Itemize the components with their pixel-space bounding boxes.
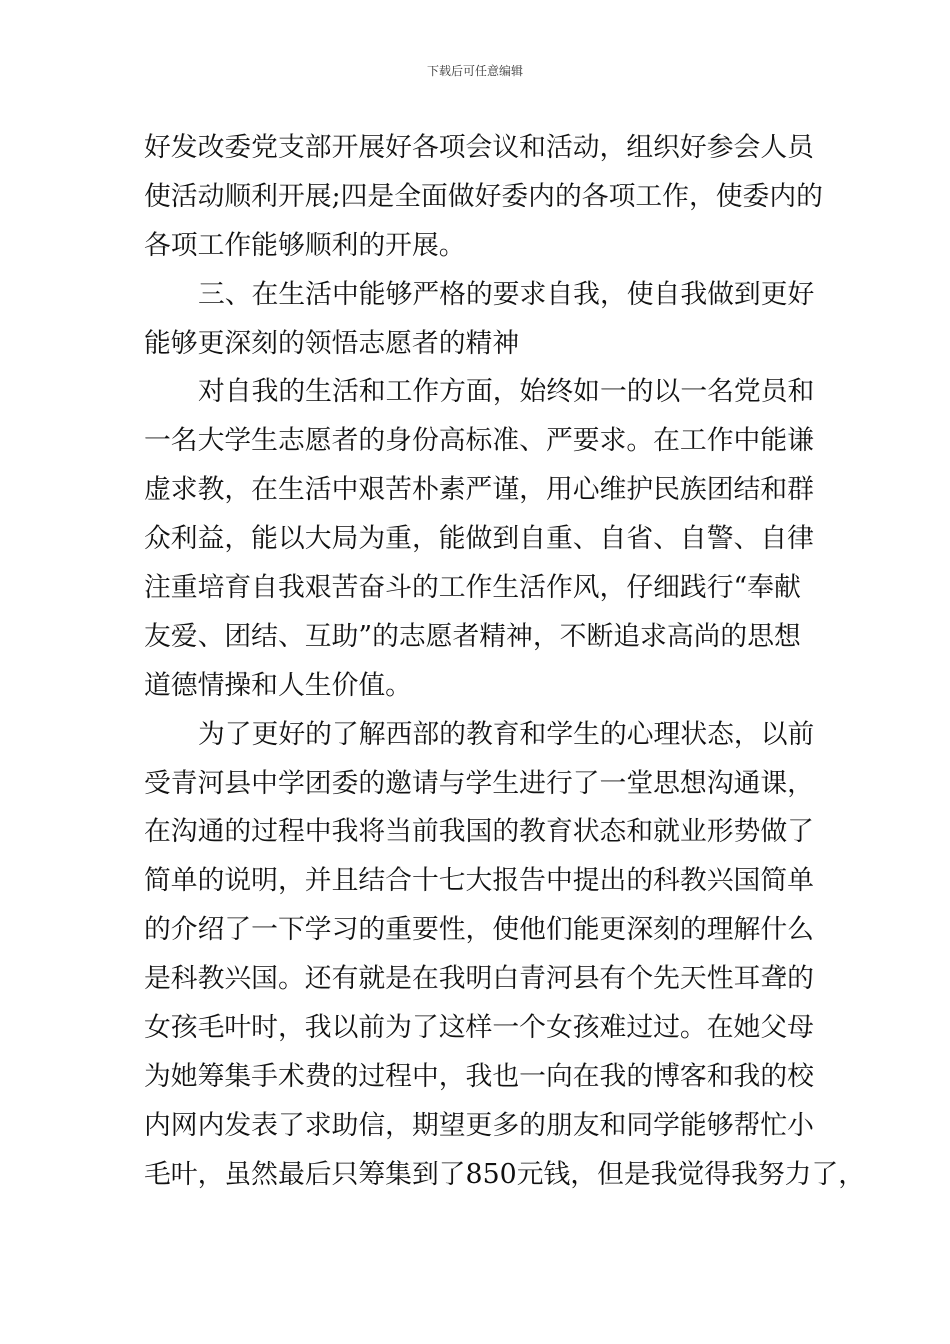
text-line: 虚求教，在生活中艰苦朴素严谨，用心维护民族团结和群	[144, 474, 814, 506]
text-line: 为了更好的了解西部的教育和学生的心理状态，以前	[198, 718, 815, 750]
text-line: 简单的说明，并且结合十七大报告中提出的科教兴国简单	[144, 865, 814, 897]
text-line: 道德情操和人生价值。	[144, 669, 412, 701]
text-line: 是科教兴国。还有就是在我明白青河县有个先天性耳聋的	[144, 963, 814, 995]
text-line: 友爱、团结、互助”的志愿者精神，不断追求高尚的思想	[144, 620, 801, 652]
text-line: 各项工作能够顺利的开展。	[144, 229, 466, 261]
text-line: 内网内发表了求助信，期望更多的朋友和同学能够帮忙小	[144, 1109, 814, 1141]
text-line: 在沟通的过程中我将当前我国的教育状态和就业形势做了	[144, 816, 814, 848]
text-line: 能够更深刻的领悟志愿者的精神	[144, 327, 520, 359]
text-line: 注重培育自我艰苦奋斗的工作生活作风，仔细践行“奉献	[144, 572, 801, 604]
text-line: 使活动顺利开展;四是全面做好委内的各项工作，使委内的	[144, 180, 823, 212]
document-body	[144, 124, 866, 1200]
text-line: 受青河县中学团委的邀请与学生进行了一堂思想沟通课，	[144, 767, 814, 799]
text-line: 女孩毛叶时，我以前为了这样一个女孩难过过。在她父母	[144, 1012, 814, 1044]
text-line: 众利益，能以大局为重，能做到自重、自省、自警、自律	[144, 523, 814, 555]
text-line: 的介绍了一下学习的重要性，使他们能更深刻的理解什么	[144, 914, 814, 946]
text-line: 为她筹集手术费的过程中，我也一向在我的博客和我的校	[144, 1060, 814, 1092]
text-line: 好发改委党支部开展好各项会议和活动，组织好参会人员	[144, 132, 814, 163]
paragraph	[144, 711, 866, 1200]
paragraph	[144, 368, 824, 710]
section-heading	[144, 271, 824, 369]
text-line: 对自我的生活和工作方面，始终如一的以一名党员和	[198, 376, 815, 408]
paragraph	[144, 124, 824, 271]
text-line: 一名大学生志愿者的身份高标准、严要求。在工作中能谦	[144, 425, 814, 457]
text-line: 毛叶，虽然最后只筹集到了850元钱，但是我觉得我努力了，	[144, 1158, 866, 1190]
text-line: 三、在生活中能够严格的要求自我，使自我做到更好	[198, 278, 815, 310]
page-header: 下载后可任意编辑	[426, 64, 523, 78]
